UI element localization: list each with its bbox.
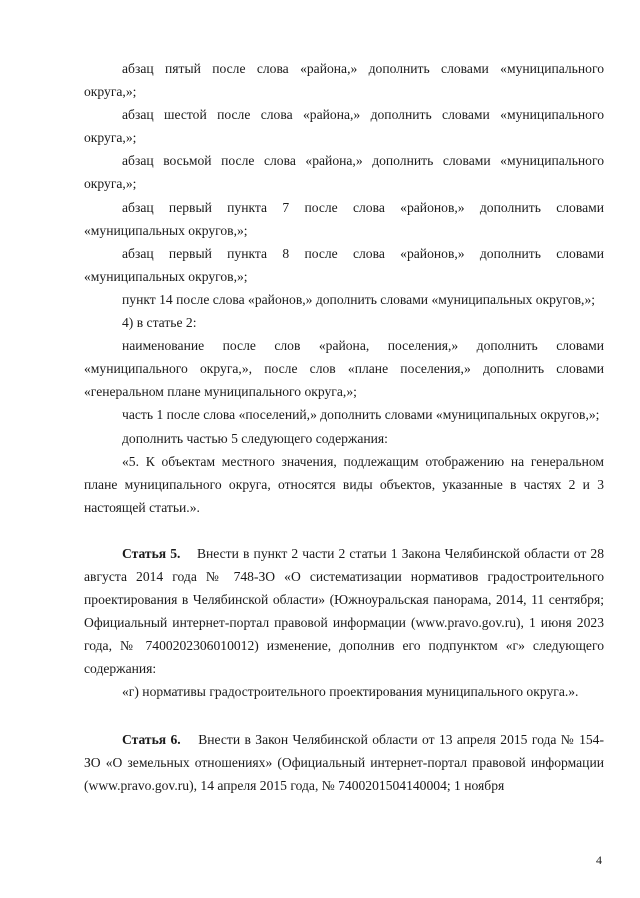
page-number: 4 xyxy=(596,853,602,867)
paragraph: абзац первый пункта 8 после слова «районов,» дополнить словами «муниципальных округов,»; xyxy=(84,245,604,284)
paragraph: абзац первый пункта 7 после слова «районов,» дополнить словами «муниципальных округов,»; xyxy=(84,199,604,238)
article-6-body: Внести в Закон Челябинской области от 13 апреля 2015 года № 154-ЗО «О земельных отношениях» (Официальный интернет-портал правовой информации (www.pravo.gov.ru), 14 апреля 2015 года, № 7400201504140004; 1 ноября xyxy=(84,731,605,793)
section-gap xyxy=(84,704,604,728)
article-5 xyxy=(84,542,604,681)
paragraph: дополнить частью 5 следующего содержания: xyxy=(122,430,388,446)
paragraph: 4) в статье 2: xyxy=(122,315,197,331)
article-6 xyxy=(84,728,604,797)
paragraph: пункт 14 после слова «районов,» дополнить словами «муниципальных округов,»; xyxy=(122,291,596,307)
paragraph: абзац пятый после слова «района,» дополнить словами «муниципального округа,»; xyxy=(84,61,604,100)
article-5-title: Статья 5. xyxy=(122,545,181,561)
section-gap xyxy=(84,519,604,542)
document-body xyxy=(84,57,604,797)
paragraph: часть 1 после слова «поселений,» дополнить словами «муниципальных округов,»; xyxy=(122,407,600,423)
paragraph: абзац восьмой после слова «района,» дополнить словами «муниципального округа,»; xyxy=(84,153,604,192)
article-5-quote: «г) нормативы градостроительного проектирования муниципального округа.». xyxy=(122,684,579,700)
article-5-body: Внести в пункт 2 части 2 статьи 1 Закона Челябинской области от 28 августа 2014 года № 748-ЗО «О систематизации нормативов градостроительного проектирования в Челябинской области» (Южноуральская панорама, 2014, 11 сентября; Официальный интернет-портал правовой информации (www.pravo.gov.ru), 1 июня 2023 года, № 7400202306010012) изменение, дополнив его подпунктом «г» следующего содержания: xyxy=(84,545,605,677)
article-6-title: Статья 6. xyxy=(122,731,181,747)
paragraph: наименование после слов «района, поселения,» дополнить словами «муниципального округа,», после слов «плане поселения,» дополнить словами «генеральном плане муниципального округа,»; xyxy=(84,338,604,400)
paragraph: «5. К объектам местного значения, подлежащим отображению на генеральном плане муниципального округа, относятся виды объектов, указанные в частях 2 и 3 настоящей статьи.». xyxy=(84,453,604,515)
paragraph: абзац шестой после слова «района,» дополнить словами «муниципального округа,»; xyxy=(84,107,604,146)
